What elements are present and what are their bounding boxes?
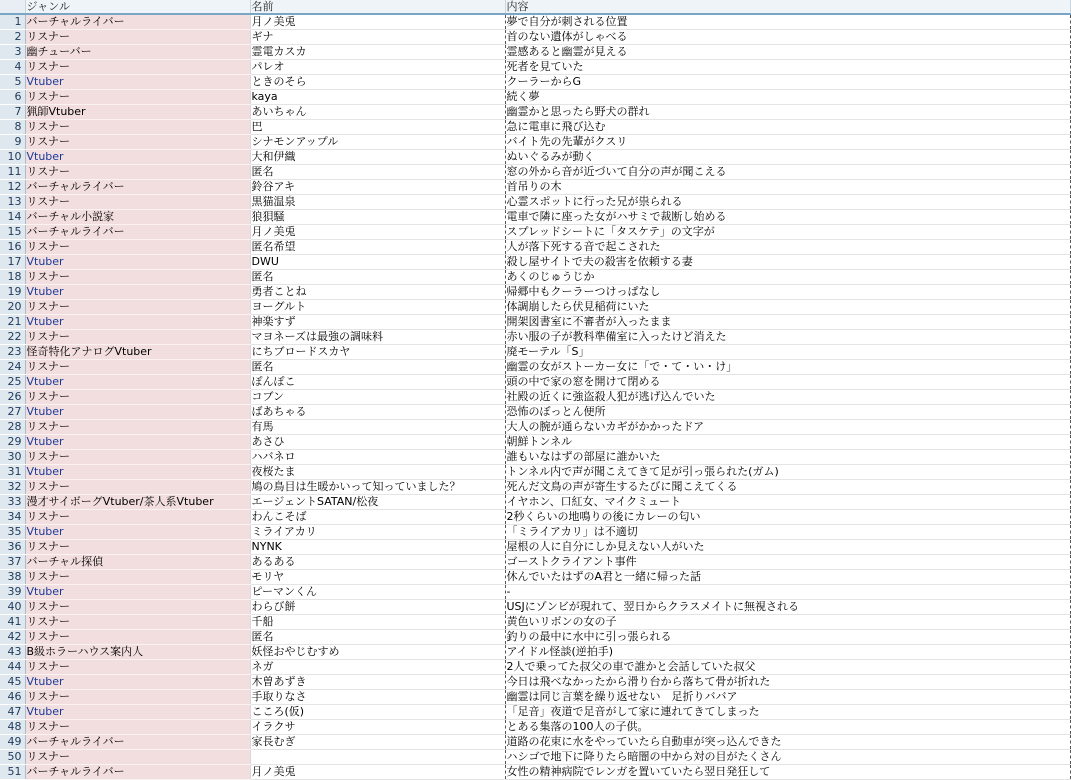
header-row: [0, 0, 1070, 14]
row-number[interactable]: 7: [0, 105, 25, 120]
name-cell[interactable]: 匿名: [250, 165, 505, 180]
genre-cell[interactable]: リスナー: [25, 600, 250, 615]
row-number[interactable]: 4: [0, 60, 25, 75]
genre-cell[interactable]: リスナー: [25, 450, 250, 465]
genre-cell[interactable]: バーチャルライバー: [25, 765, 250, 780]
row-number[interactable]: 38: [0, 570, 25, 585]
name-cell[interactable]: にちブロードスカヤ: [250, 345, 505, 360]
table-row: [0, 510, 1070, 525]
name-cell[interactable]: 神楽すず: [250, 315, 505, 330]
genre-cell[interactable]: バーチャルライバー: [25, 225, 250, 240]
content-cell[interactable]: 帰郷中もクーラーつけっぱなし: [505, 285, 1070, 300]
content-cell[interactable]: スプレッドシートに「タスケテ」の文字が: [505, 225, 1070, 240]
name-cell[interactable]: 有馬: [250, 420, 505, 435]
genre-cell[interactable]: Vtuber: [25, 375, 250, 390]
genre-cell[interactable]: リスナー: [25, 135, 250, 150]
genre-cell[interactable]: Vtuber: [25, 150, 250, 165]
table-row: [0, 420, 1070, 435]
name-cell[interactable]: 巴: [250, 120, 505, 135]
row-number[interactable]: 9: [0, 135, 25, 150]
genre-cell[interactable]: Vtuber: [25, 435, 250, 450]
name-cell[interactable]: ばあちゃる: [250, 405, 505, 420]
row-number[interactable]: 16: [0, 240, 25, 255]
table-row: [0, 225, 1070, 240]
genre-cell[interactable]: Vtuber: [25, 285, 250, 300]
content-cell[interactable]: 「足音」夜道で足音がして家に連れてきてしまった: [505, 705, 1070, 720]
content-cell[interactable]: 廃モーテル「S」: [505, 345, 1070, 360]
genre-cell[interactable]: Vtuber: [25, 255, 250, 270]
table-row: [0, 375, 1070, 390]
content-cell[interactable]: ゴーストクライアント事件: [505, 555, 1070, 570]
content-cell[interactable]: USJにゾンビが現れて、翌日からクラスメイトに無視される: [505, 600, 1070, 615]
table-row: [0, 285, 1070, 300]
table-row: [0, 14, 1070, 30]
content-cell[interactable]: -: [505, 585, 1070, 600]
table-row: [0, 465, 1070, 480]
genre-cell[interactable]: バーチャル小説家: [25, 210, 250, 225]
row-number[interactable]: 35: [0, 525, 25, 540]
table-row: [0, 60, 1070, 75]
row-number[interactable]: 5: [0, 75, 25, 90]
genre-cell[interactable]: 幽チューバー: [25, 45, 250, 60]
genre-cell[interactable]: 漫才サイボーグVtuber/茶人系Vtuber: [25, 495, 250, 510]
content-cell[interactable]: 2秒くらいの地鳴りの後にカレーの匂い: [505, 510, 1070, 525]
genre-cell[interactable]: リスナー: [25, 330, 250, 345]
table-row: [0, 90, 1070, 105]
row-number[interactable]: 30: [0, 450, 25, 465]
corner-cell[interactable]: [0, 0, 25, 14]
name-cell[interactable]: ヨーグルト: [250, 300, 505, 315]
genre-cell[interactable]: リスナー: [25, 30, 250, 45]
row-number[interactable]: 49: [0, 735, 25, 750]
content-cell[interactable]: 死者を見ていた: [505, 60, 1070, 75]
genre-cell[interactable]: Vtuber: [25, 405, 250, 420]
name-cell[interactable]: 鈴谷アキ: [250, 180, 505, 195]
genre-cell[interactable]: バーチャルライバー: [25, 735, 250, 750]
row-number[interactable]: 6: [0, 90, 25, 105]
column-header-genre[interactable]: ジャンル: [25, 0, 250, 14]
table-row: [0, 675, 1070, 690]
name-cell[interactable]: わらび餅: [250, 600, 505, 615]
row-number[interactable]: 43: [0, 645, 25, 660]
genre-cell[interactable]: リスナー: [25, 510, 250, 525]
content-cell[interactable]: 大人の腕が通らないカギがかかったドア: [505, 420, 1070, 435]
content-cell[interactable]: クーラーからG: [505, 75, 1070, 90]
genre-cell[interactable]: Vtuber: [25, 315, 250, 330]
content-cell[interactable]: 首のない遺体がしゃべる: [505, 30, 1070, 45]
name-cell[interactable]: 匿名: [250, 360, 505, 375]
table-row: [0, 45, 1070, 60]
row-number[interactable]: 32: [0, 480, 25, 495]
row-number[interactable]: 19: [0, 285, 25, 300]
content-cell[interactable]: トンネル内で声が聞こえてきて足が引っ張られた(ガム): [505, 465, 1070, 480]
content-cell[interactable]: あくのじゅうじか: [505, 270, 1070, 285]
name-cell[interactable]: コブン: [250, 390, 505, 405]
content-cell[interactable]: 釣りの最中に水中に引っ張られる: [505, 630, 1070, 645]
table-body: [0, 14, 1070, 780]
table-row: [0, 120, 1070, 135]
table-row: [0, 330, 1070, 345]
table-row: [0, 30, 1070, 45]
name-cell[interactable]: NYNK: [250, 540, 505, 555]
row-number[interactable]: 12: [0, 180, 25, 195]
table-row: [0, 390, 1070, 405]
genre-cell[interactable]: リスナー: [25, 720, 250, 735]
content-cell[interactable]: 道路の花束に水をやっていたら自動車が突っ込んできた: [505, 735, 1070, 750]
genre-cell[interactable]: Vtuber: [25, 675, 250, 690]
name-cell[interactable]: 黒猫温泉: [250, 195, 505, 210]
content-cell[interactable]: 赤い服の子が教科準備室に入ったけど消えた: [505, 330, 1070, 345]
table-row: [0, 315, 1070, 330]
name-cell[interactable]: あるある: [250, 555, 505, 570]
genre-cell[interactable]: リスナー: [25, 480, 250, 495]
genre-cell[interactable]: リスナー: [25, 660, 250, 675]
table-row: [0, 630, 1070, 645]
genre-cell[interactable]: リスナー: [25, 630, 250, 645]
row-number[interactable]: 33: [0, 495, 25, 510]
row-number[interactable]: 17: [0, 255, 25, 270]
content-cell[interactable]: 屋根の人に自分にしか見えない人がいた: [505, 540, 1070, 555]
row-number[interactable]: 22: [0, 330, 25, 345]
name-cell[interactable]: ハバネロ: [250, 450, 505, 465]
row-number[interactable]: 21: [0, 315, 25, 330]
name-cell[interactable]: 霊電カスカ: [250, 45, 505, 60]
content-cell[interactable]: バイト先の先輩がクスリ: [505, 135, 1070, 150]
row-number[interactable]: 18: [0, 270, 25, 285]
table-row: [0, 450, 1070, 465]
row-number[interactable]: 23: [0, 345, 25, 360]
table-row: [0, 405, 1070, 420]
content-cell[interactable]: 幽霊かと思ったら野犬の群れ: [505, 105, 1070, 120]
genre-cell[interactable]: リスナー: [25, 270, 250, 285]
table-row: [0, 255, 1070, 270]
genre-cell[interactable]: 怪奇特化アナログVtuber: [25, 345, 250, 360]
genre-cell[interactable]: リスナー: [25, 360, 250, 375]
content-cell[interactable]: 恐怖のぼっとん便所: [505, 405, 1070, 420]
content-cell[interactable]: 「ミライアカリ」は不適切: [505, 525, 1070, 540]
column-header-content[interactable]: 内容: [505, 0, 1070, 14]
genre-cell[interactable]: リスナー: [25, 240, 250, 255]
content-cell[interactable]: 夢で自分が刺される位置: [505, 14, 1070, 30]
table-row: [0, 270, 1070, 285]
name-cell[interactable]: あさひ: [250, 435, 505, 450]
table-row: [0, 765, 1070, 780]
table-row: [0, 720, 1070, 735]
content-cell[interactable]: ハシゴで地下に降りたら暗闇の中から対の目がたくさん: [505, 750, 1070, 765]
row-number[interactable]: 2: [0, 30, 25, 45]
row-number[interactable]: 40: [0, 600, 25, 615]
name-cell[interactable]: DWU: [250, 255, 505, 270]
content-cell[interactable]: 朝鮮トンネル: [505, 435, 1070, 450]
table-row: [0, 645, 1070, 660]
table-row: [0, 150, 1070, 165]
content-cell[interactable]: イヤホン、口紅女、マイクミュート: [505, 495, 1070, 510]
row-number[interactable]: 8: [0, 120, 25, 135]
content-cell[interactable]: アイドル怪談(逆拍手): [505, 645, 1070, 660]
name-cell[interactable]: 月ノ美兎: [250, 14, 505, 30]
content-cell[interactable]: 黄色いリボンの女の子: [505, 615, 1070, 630]
content-cell[interactable]: ぬいぐるみが動く: [505, 150, 1070, 165]
row-number[interactable]: 11: [0, 165, 25, 180]
genre-cell[interactable]: リスナー: [25, 120, 250, 135]
content-cell[interactable]: 窓の外から音が近づいて自分の声が聞こえる: [505, 165, 1070, 180]
genre-cell[interactable]: リスナー: [25, 540, 250, 555]
row-number[interactable]: 1: [0, 14, 25, 30]
row-number[interactable]: 15: [0, 225, 25, 240]
content-cell[interactable]: 幽霊の女がストーカー女に「で・て・い・け」: [505, 360, 1070, 375]
row-number[interactable]: 51: [0, 765, 25, 780]
row-number[interactable]: 36: [0, 540, 25, 555]
genre-cell[interactable]: Vtuber: [25, 705, 250, 720]
name-cell[interactable]: わんこそば: [250, 510, 505, 525]
row-number[interactable]: 42: [0, 630, 25, 645]
name-cell[interactable]: ギナ: [250, 30, 505, 45]
genre-cell[interactable]: リスナー: [25, 615, 250, 630]
name-cell[interactable]: 匿名: [250, 270, 505, 285]
row-number[interactable]: 28: [0, 420, 25, 435]
genre-cell[interactable]: B級ホラーハウス案内人: [25, 645, 250, 660]
genre-cell[interactable]: バーチャル探偵: [25, 555, 250, 570]
content-cell[interactable]: 霊感あると幽霊が見える: [505, 45, 1070, 60]
row-number[interactable]: 27: [0, 405, 25, 420]
name-cell[interactable]: 妖怪おやじむすめ: [250, 645, 505, 660]
genre-cell[interactable]: リスナー: [25, 420, 250, 435]
row-number[interactable]: 45: [0, 675, 25, 690]
content-cell[interactable]: 社殿の近くに強盗殺人犯が逃げ込んでいた: [505, 390, 1070, 405]
table-row: [0, 615, 1070, 630]
content-cell[interactable]: 電車で隣に座った女がハサミで裁断し始める: [505, 210, 1070, 225]
genre-cell[interactable]: Vtuber: [25, 75, 250, 90]
genre-cell[interactable]: リスナー: [25, 195, 250, 210]
name-cell[interactable]: あいちゃん: [250, 105, 505, 120]
name-cell[interactable]: [250, 750, 505, 765]
name-cell[interactable]: 匿名: [250, 630, 505, 645]
table-row: [0, 240, 1070, 255]
row-number[interactable]: 34: [0, 510, 25, 525]
row-number[interactable]: 29: [0, 435, 25, 450]
content-cell[interactable]: 幽霊は同じ言葉を繰り返せない 足折りババア: [505, 690, 1070, 705]
row-number[interactable]: 50: [0, 750, 25, 765]
name-cell[interactable]: 手取りなさ: [250, 690, 505, 705]
content-cell[interactable]: 女性の精神病院でレンガを置いていたら翌日発狂して: [505, 765, 1070, 780]
name-cell[interactable]: 月ノ美兎: [250, 765, 505, 780]
table-row: [0, 735, 1070, 750]
row-number[interactable]: 47: [0, 705, 25, 720]
row-number[interactable]: 20: [0, 300, 25, 315]
genre-cell[interactable]: リスナー: [25, 690, 250, 705]
content-cell[interactable]: 殺し屋サイトで夫の殺害を依頼する妻: [505, 255, 1070, 270]
genre-cell[interactable]: リスナー: [25, 300, 250, 315]
name-cell[interactable]: ネガ: [250, 660, 505, 675]
table-row: [0, 435, 1070, 450]
table-row: [0, 600, 1070, 615]
table-row: [0, 195, 1070, 210]
name-cell[interactable]: 大和伊織: [250, 150, 505, 165]
content-cell[interactable]: 2人で乗ってた叔父の車で誰かと会話していた叔父: [505, 660, 1070, 675]
table-row: [0, 750, 1070, 765]
row-number[interactable]: 31: [0, 465, 25, 480]
name-cell[interactable]: ぽんぽこ: [250, 375, 505, 390]
name-cell[interactable]: こころ(仮): [250, 705, 505, 720]
content-cell[interactable]: 体調崩したら伏見稲荷にいた: [505, 300, 1070, 315]
content-cell[interactable]: とある集落の100人の子供。: [505, 720, 1070, 735]
table-row: [0, 135, 1070, 150]
name-cell[interactable]: マヨネーズは最強の調味料: [250, 330, 505, 345]
table-row: [0, 690, 1070, 705]
name-cell[interactable]: エージェントSATAN/松夜: [250, 495, 505, 510]
name-cell[interactable]: ミライアカリ: [250, 525, 505, 540]
content-cell[interactable]: 人が落下死する音で起こされた: [505, 240, 1070, 255]
row-number[interactable]: 41: [0, 615, 25, 630]
name-cell[interactable]: 月ノ美兎: [250, 225, 505, 240]
name-cell[interactable]: イラクサ: [250, 720, 505, 735]
table-row: [0, 540, 1070, 555]
name-cell[interactable]: シナモンアップル: [250, 135, 505, 150]
table-row: [0, 105, 1070, 120]
name-cell[interactable]: 家長むぎ: [250, 735, 505, 750]
row-number[interactable]: 14: [0, 210, 25, 225]
table-row: [0, 585, 1070, 600]
content-cell[interactable]: 急に電車に飛び込む: [505, 120, 1070, 135]
name-cell[interactable]: ときのそら: [250, 75, 505, 90]
name-cell[interactable]: 夜桜たま: [250, 465, 505, 480]
table-row: [0, 705, 1070, 720]
name-cell[interactable]: モリヤ: [250, 570, 505, 585]
table-row: [0, 360, 1070, 375]
row-number[interactable]: 10: [0, 150, 25, 165]
table-row: [0, 345, 1070, 360]
row-number[interactable]: 46: [0, 690, 25, 705]
content-cell[interactable]: 死んだ文鳥の声が寄生するたびに聞こえてくる: [505, 480, 1070, 495]
content-cell[interactable]: 頭の中で家の窓を開けて閉める: [505, 375, 1070, 390]
genre-cell[interactable]: 猟師Vtuber: [25, 105, 250, 120]
content-cell[interactable]: 続く夢: [505, 90, 1070, 105]
row-number[interactable]: 26: [0, 390, 25, 405]
content-cell[interactable]: 今日は飛べなかったから滑り台から落ちて骨が折れた: [505, 675, 1070, 690]
genre-cell[interactable]: Vtuber: [25, 585, 250, 600]
row-number[interactable]: 24: [0, 360, 25, 375]
content-cell[interactable]: 誰もいなはずの部屋に誰かいた: [505, 450, 1070, 465]
table-row: [0, 210, 1070, 225]
name-cell[interactable]: 匿名希望: [250, 240, 505, 255]
row-number[interactable]: 39: [0, 585, 25, 600]
table-row: [0, 525, 1070, 540]
name-cell[interactable]: 千船: [250, 615, 505, 630]
content-cell[interactable]: 心霊スポットに行った兄が祟られる: [505, 195, 1070, 210]
table-row: [0, 555, 1070, 570]
column-header-name[interactable]: 名前: [250, 0, 505, 14]
genre-cell[interactable]: リスナー: [25, 60, 250, 75]
genre-cell[interactable]: リスナー: [25, 90, 250, 105]
genre-cell[interactable]: Vtuber: [25, 525, 250, 540]
name-cell[interactable]: ピーマンくん: [250, 585, 505, 600]
row-number[interactable]: 13: [0, 195, 25, 210]
table-row: [0, 480, 1070, 495]
name-cell[interactable]: 鳩の鳥目は生暖かいって知っていました？: [250, 480, 505, 495]
genre-cell[interactable]: バーチャルライバー: [25, 14, 250, 30]
genre-cell[interactable]: バーチャルライバー: [25, 180, 250, 195]
table-row: [0, 180, 1070, 195]
genre-cell[interactable]: リスナー: [25, 570, 250, 585]
table-row: [0, 300, 1070, 315]
table-row: [0, 75, 1070, 90]
genre-cell[interactable]: リスナー: [25, 390, 250, 405]
table-row: [0, 495, 1070, 510]
name-cell[interactable]: 木曽あずき: [250, 675, 505, 690]
name-cell[interactable]: 勇者ことね: [250, 285, 505, 300]
name-cell[interactable]: 狼狽騒: [250, 210, 505, 225]
genre-cell[interactable]: リスナー: [25, 165, 250, 180]
genre-cell[interactable]: リスナー: [25, 750, 250, 765]
row-number[interactable]: 25: [0, 375, 25, 390]
genre-cell[interactable]: Vtuber: [25, 465, 250, 480]
content-cell[interactable]: 開架図書室に不審者が入ったまま: [505, 315, 1070, 330]
row-number[interactable]: 3: [0, 45, 25, 60]
content-cell[interactable]: 休んでいたはずのA君と一緒に帰った話: [505, 570, 1070, 585]
row-number[interactable]: 37: [0, 555, 25, 570]
content-cell[interactable]: 首吊りの木: [505, 180, 1070, 195]
row-number[interactable]: 44: [0, 660, 25, 675]
name-cell[interactable]: kaya: [250, 90, 505, 105]
row-number[interactable]: 48: [0, 720, 25, 735]
table-row: [0, 570, 1070, 585]
name-cell[interactable]: パレオ: [250, 60, 505, 75]
table-row: [0, 165, 1070, 180]
table-row: [0, 660, 1070, 675]
